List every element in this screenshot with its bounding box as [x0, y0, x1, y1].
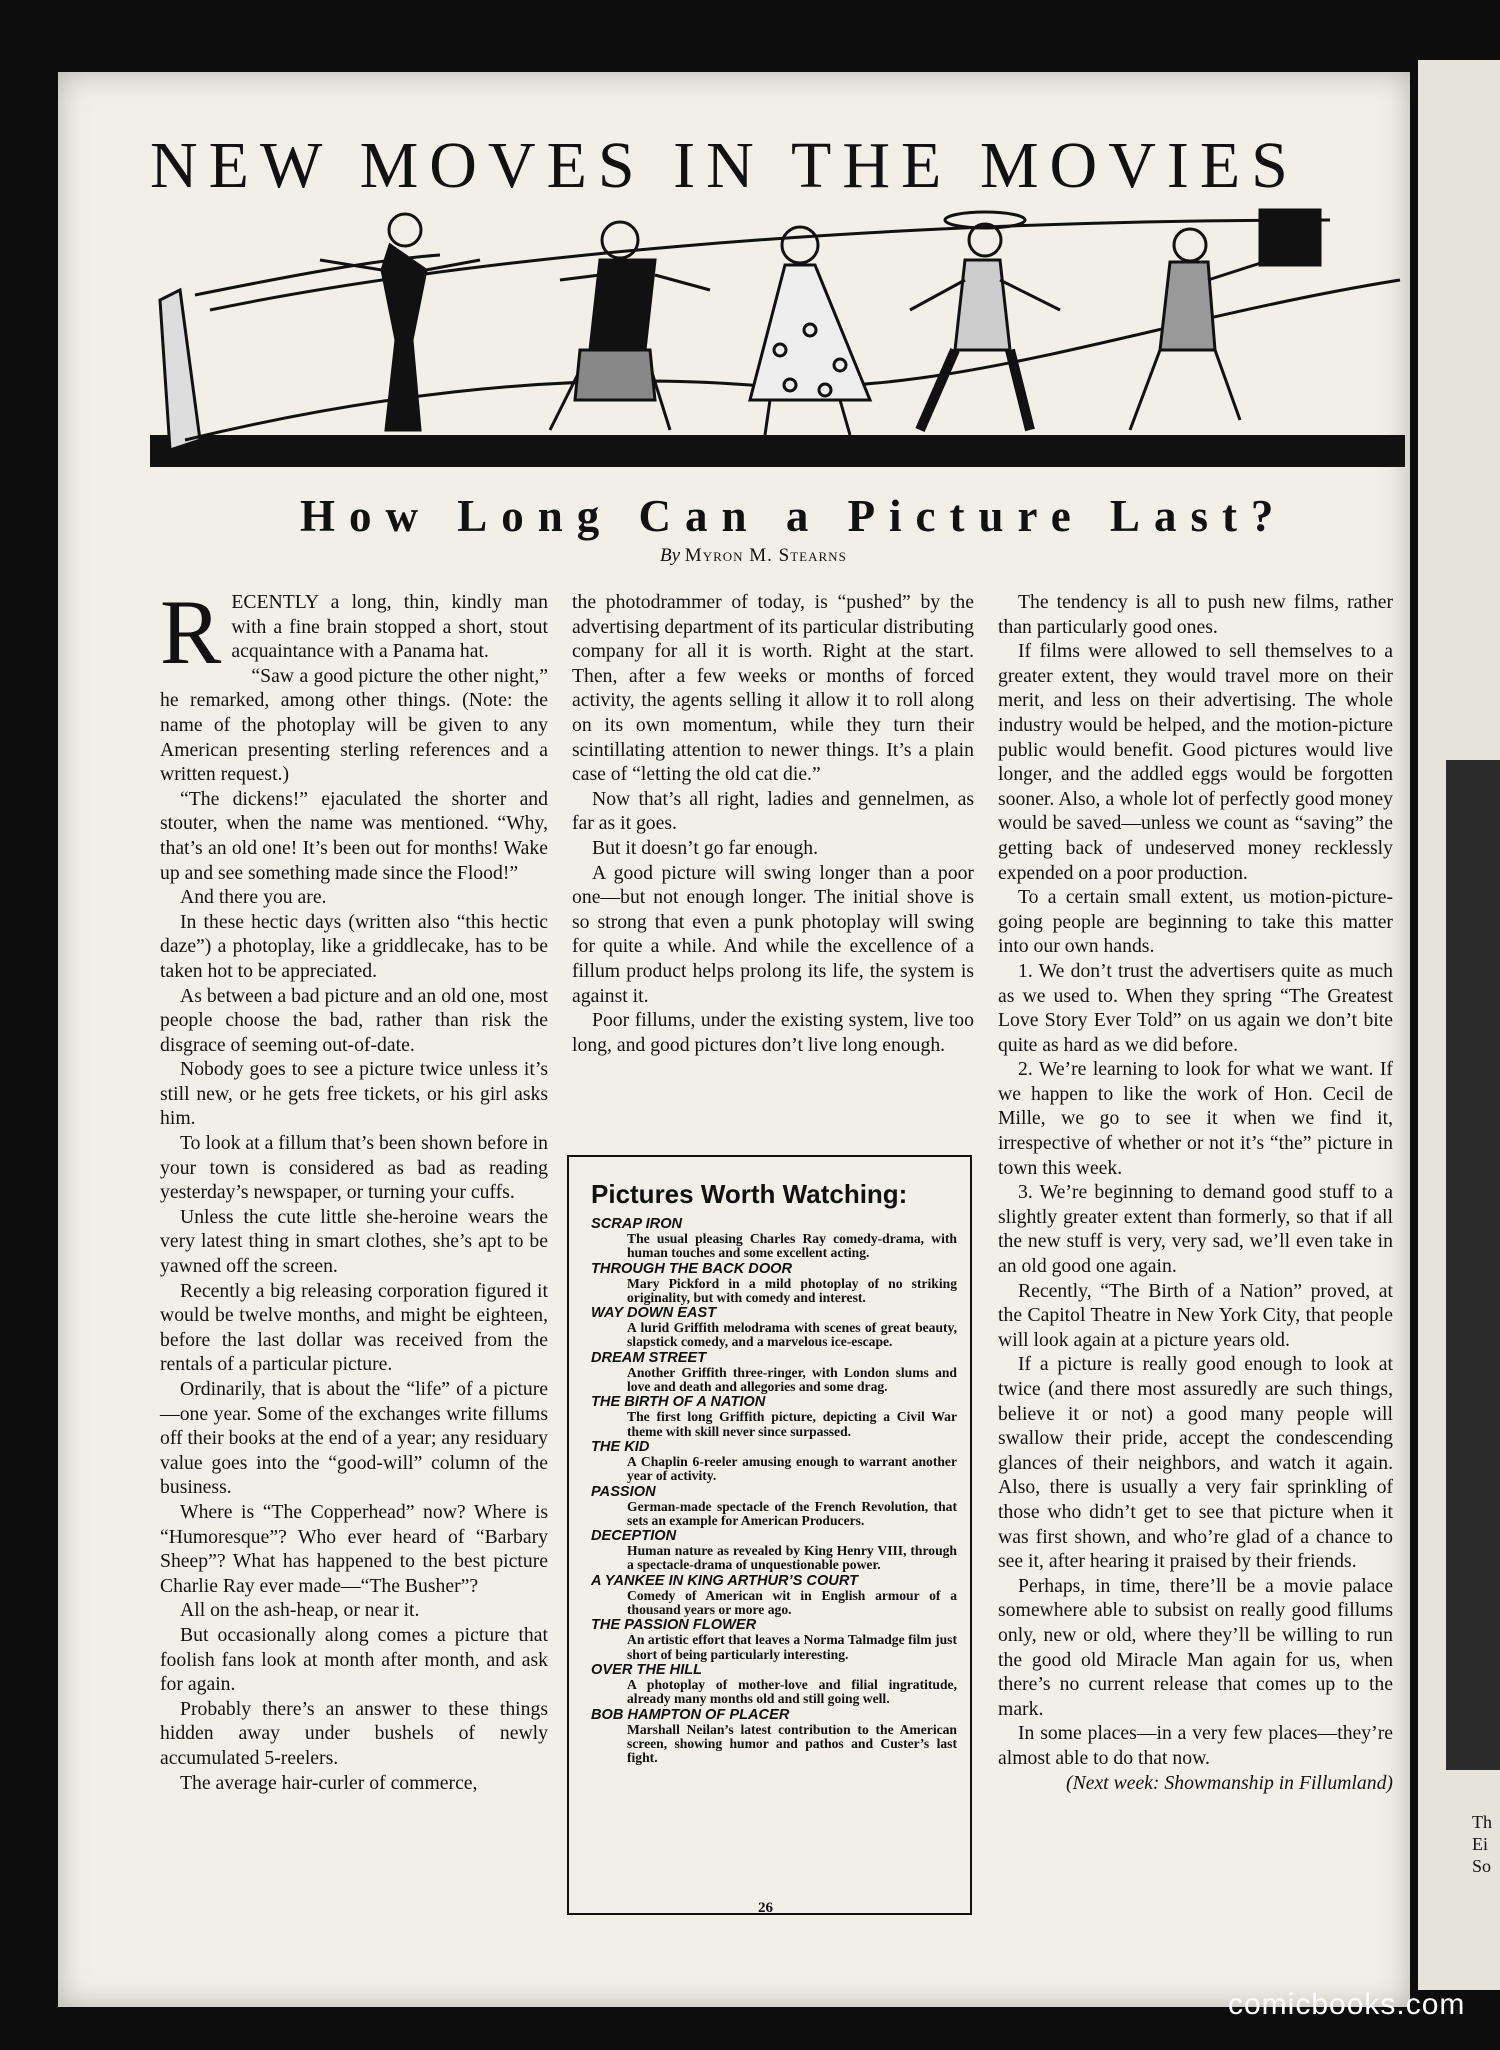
next-week-note: (Next week: Showmanship in Fillumland): [1066, 1771, 1393, 1794]
film-entry: [591, 1617, 957, 1662]
article-paragraph: The tendency is all to push new films, rather than particularly good ones.: [998, 591, 1393, 638]
article-paragraph: Ordinarily, that is about the “life” of a picture—one year. Some of the exchanges write fillums off their books at the end of a year; any residuary value goes into the “good-will” column of the business.: [160, 1378, 548, 1499]
article-paragraph: Unless the cute little she-heroine wears the very latest thing in smart clothes, she’s apt to be yawned off the screen.: [160, 1205, 548, 1278]
film-title: THE PASSION FLOWER: [591, 1617, 757, 1634]
page-title: NEW MOVES IN THE MOVIES: [150, 129, 1299, 202]
film-title: THE KID: [591, 1438, 650, 1455]
article-paragraph: In some places—in a very few places—they’re almost able to do that now.: [998, 1722, 1393, 1769]
article-paragraph: Probably there’s an answer to these things hidden away under bushels of newly accumulated 5-reelers.: [160, 1697, 548, 1769]
film-description: Marshall Neilan’s latest contribution to the American screen, showing humor and pathos and Custer’s last fight.: [627, 1721, 957, 1766]
film-title: THE BIRTH OF A NATION: [591, 1394, 766, 1411]
article-paragraph: If a picture is really good enough to look at twice (and there most assuredly are such things, believe it or not) a good many people will swallow their pride, accept the condescending glances of their neighbors, and watch it again. Also, there is usually a very fair sprinkling of those who didn’t get to see that picture when it was first shown, and who’re glad of a chance to see it, after hearing it praised by their friends.: [998, 1353, 1393, 1573]
article-paragraph: But occasionally along comes a picture that foolish fans look at month after month, and ask for again.: [160, 1623, 548, 1696]
film-description: A lurid Griffith melodrama with scenes of great beauty, slapstick comedy, and a marvelous ice-escape.: [627, 1320, 957, 1350]
film-description: German-made spectacle of the French Revolution, that sets an example for American Producers.: [627, 1498, 957, 1528]
facing-page-text-fragment: Th: [1472, 1812, 1492, 1832]
film-title: DECEPTION: [591, 1528, 677, 1545]
article-paragraph: “Saw a good picture the other night,” he remarked, among other things. (Note: the name of the photoplay will be given to any American presenting sterling references and a written request.): [160, 664, 548, 786]
film-description: The usual pleasing Charles Ray comedy-drama, with human touches and some excellent acting.: [627, 1231, 957, 1261]
article-column-2: [572, 590, 974, 1057]
box-title: Pictures Worth Watching:: [591, 1179, 908, 1209]
film-entry: [591, 1394, 957, 1439]
article-paragraph: 2. We’re learning to look for what we want. If we happen to like the work of Hon. Cecil de Mille, we go to see it when we find it, irrespective of whether or not it’s “the” picture in town this week.: [998, 1058, 1393, 1179]
film-description: The first long Griffith picture, depicting a Civil War theme with skill never since surpassed.: [627, 1409, 957, 1439]
banner-illustration: [150, 200, 1405, 470]
article-paragraph: RECENTLY a long, thin, kindly man with a fine brain stopped a short, stout acquaintance with a Panama hat.: [160, 581, 548, 683]
article-paragraph: But it doesn’t go far enough.: [592, 836, 819, 859]
film-title: THROUGH THE BACK DOOR: [591, 1260, 793, 1277]
article-paragraph: As between a bad picture and an old one, most people choose the bad, rather than risk the disgrace of seeming out-of-date.: [160, 984, 548, 1056]
film-description: A Chaplin 6-reeler amusing enough to warrant another year of activity.: [627, 1453, 957, 1484]
film-description: An artistic effort that leaves a Norma Talmadge film just short of being particularly interesting.: [627, 1632, 957, 1662]
film-title: A YANKEE IN KING ARTHUR’S COURT: [591, 1572, 859, 1589]
article-paragraph: the photodrammer of today, is “pushed” by the advertising department of its particular distributing company for all it is worth. Right at the start. Then, after a few weeks or months of forced activity, the agents selling it allow it to roll along on its own momentum, while they turn their scintillating attention to newer things. It’s a plain case of “letting the old cat die.”: [572, 591, 974, 786]
byline-prefix: By: [660, 545, 681, 566]
film-title: SCRAP IRON: [591, 1216, 683, 1232]
article-paragraph: If films were allowed to sell themselves to a greater extent, they would travel more on their merit, and less on their advertising. The whole industry would be helped, and the motion-picture public would benefit. Good pictures would live longer, and the addled eggs would be forgotten sooner. Also, a whole lot of perfectly good money would be saved—unless we count as “saving” the getting back of undeserved money recklessly expended on a poor production.: [998, 640, 1393, 884]
film-description: Comedy of American wit in English armour of a thousand years or more ago.: [627, 1587, 957, 1618]
article-paragraph: Perhaps, in time, there’ll be a movie palace somewhere able to subsist on really good fillums only, new or old, where they’ll be willing to run the good old Miracle Man again for us, when there’s no current release that comes up to the mark.: [998, 1574, 1393, 1720]
article-column-1: [160, 581, 548, 1795]
film-title: OVER THE HILL: [591, 1661, 703, 1678]
film-title: DREAM STREET: [591, 1349, 707, 1366]
article-paragraph: 1. We don’t trust the advertisers quite as much as we used to. When they spring “The Greatest Love Story Ever Told” on us again we don’t bite quite as hard as we did before.: [998, 959, 1393, 1056]
film-description: Mary Pickford in a mild photoplay of no striking originality, but with comedy and interest.: [627, 1275, 957, 1305]
article-paragraph: A good picture will swing longer than a poor one—but not enough longer. The initial shove is so strong that even a punk photoplay will swing for quite a while. And while the excellence of a fillum product helps prolong its life, the system is against it.: [572, 861, 974, 1007]
article-paragraph: To look at a fillum that’s been shown before in your town is considered as bad as reading yesterday’s newspaper, or turning your cuffs.: [160, 1132, 548, 1204]
article-paragraph: Recently, “The Birth of a Nation” proved, at the Capitol Theatre in New York City, that people will look again at a picture years old.: [998, 1279, 1393, 1351]
film-entry: [591, 1350, 957, 1395]
article-paragraph: Recently a big releasing corporation figured it would be twelve months, and might be eighteen, before the last dollar was received from the rentals of a particular picture.: [160, 1279, 548, 1376]
byline: [660, 545, 847, 567]
film-description: Human nature as revealed by King Henry VIII, through a spectacle-drama of unquestionable power.: [627, 1543, 957, 1573]
facing-page-photo: [1446, 760, 1500, 1770]
drop-cap: R: [160, 581, 222, 683]
article-paragraph: Poor fillums, under the existing system, live too long, and good pictures don’t live long enough.: [572, 1009, 974, 1056]
article-paragraph: In these hectic days (written also “this hectic daze”) a photoplay, like a griddlecake, has to be taken hot to be appreciated.: [160, 910, 548, 982]
article-paragraph: “The dickens!” ejaculated the shorter and stouter, when the name was mentioned. “Why, that’s an old one! It’s been out for months! Wake up and see something made since the Flood!”: [160, 787, 548, 884]
film-entry: [591, 1528, 957, 1573]
film-entry: [591, 1305, 957, 1350]
film-entry: [591, 1662, 957, 1707]
pictures-worth-watching-box: [567, 1155, 972, 1915]
page-number: 26: [758, 1900, 773, 1916]
film-entry: [591, 1573, 957, 1618]
article-paragraph: The average hair-curler of commerce,: [180, 1771, 478, 1794]
article-paragraph: To a certain small extent, us motion-picture-going people are beginning to take this matter into our own hands.: [998, 886, 1393, 958]
article-paragraph: Now that’s all right, ladies and gennelmen, as far as it goes.: [572, 787, 974, 835]
film-title: WAY DOWN EAST: [591, 1305, 717, 1322]
film-entry: [591, 1484, 957, 1529]
article-paragraph: Nobody goes to see a picture twice unless it’s still new, or he gets free tickets, or his girl asks him.: [160, 1058, 548, 1130]
film-title: PASSION: [591, 1483, 656, 1500]
article-headline: How Long Can a Picture Last?: [300, 491, 1288, 541]
film-entry: [591, 1439, 957, 1484]
article-paragraph: And there you are.: [180, 886, 327, 909]
facing-page-text-fragment: Ei: [1472, 1834, 1488, 1854]
article-paragraph: Where is “The Copperhead” now? Where is “Humoresque”? Who ever heard of “Barbary Sheep”? What has happened to the best picture Charlie Ray ever made—“The Busher”?: [160, 1500, 548, 1597]
article-paragraph: 3. We’re beginning to demand good stuff to a slightly greater extent than formerly, so that if all the new stuff is very, very sad, we’ll even take in an old good one again.: [998, 1181, 1393, 1278]
film-entry: [591, 1707, 957, 1766]
film-title: BOB HAMPTON OF PLACER: [591, 1706, 790, 1723]
article-paragraph: All on the ash-heap, or near it.: [180, 1599, 420, 1622]
film-entry: [591, 1261, 957, 1306]
facing-page-text-fragment: So: [1472, 1856, 1492, 1876]
film-description: A photoplay of mother-love and filial ingratitude, already many months old and still going well.: [627, 1676, 957, 1707]
watermark: comicbooks.com: [1228, 1988, 1466, 2021]
author-name: Myron M. Stearns: [684, 545, 847, 566]
article-column-3: [998, 590, 1393, 1795]
film-description: Another Griffith three-ringer, with London slums and love and death and allegories and some drag.: [627, 1364, 957, 1395]
film-entry: [591, 1216, 957, 1261]
